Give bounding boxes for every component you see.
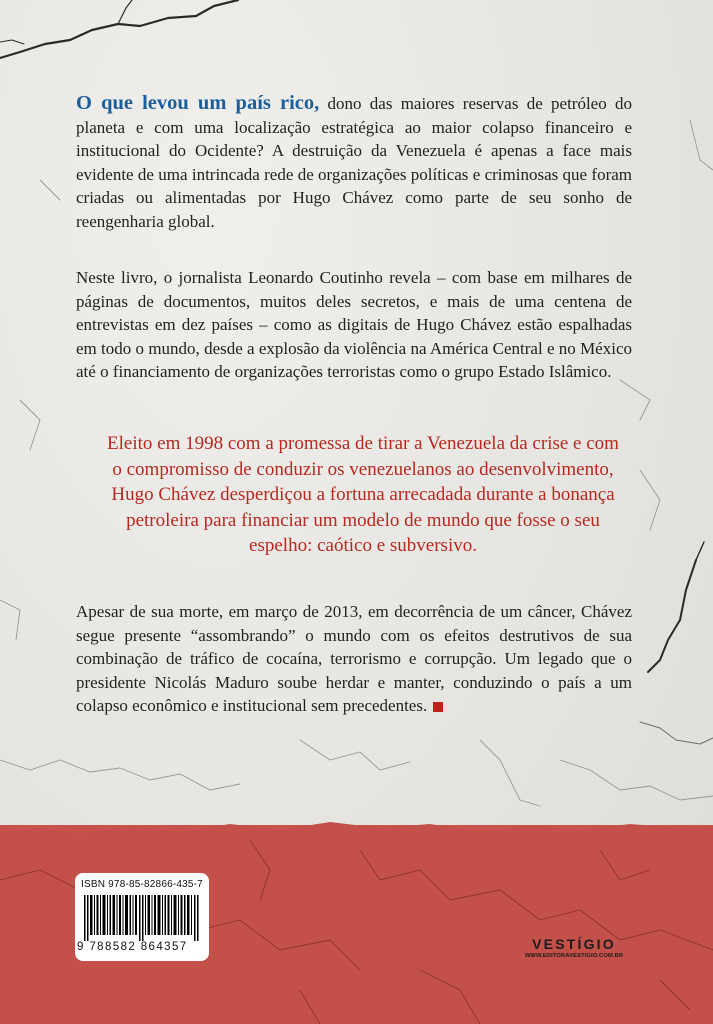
- intro-lead: O que levou um país rico,: [76, 92, 320, 114]
- publisher-name: VESTÍGIO: [532, 936, 616, 952]
- publisher-logo: [518, 936, 630, 959]
- isbn-label: ISBN 978-85-82866-435-7: [81, 879, 203, 890]
- barcode-bars: [84, 895, 200, 941]
- intro-text: dono das maiores reservas de petróleo do planeta e com uma localização estratégica ao maior colapso financeiro e institucional do Ocidente? A destruição da Venezuela é apenas a face mais evidente de uma intrincada rede de organizações políticas e criminosas que foram criadas ou alimentadas por Hugo Chávez como parte de seu sonho de reengenharia global.: [76, 94, 632, 231]
- closing-paragraph: [76, 600, 632, 718]
- end-mark-square: [433, 702, 443, 712]
- isbn-barcode-box: [75, 873, 209, 961]
- highlight-quote: Eleito em 1998 com a promessa de tirar a Venezuela da crise e com o compromisso de conduzir os venezuelanos ao desenvolvimento, Hugo Chávez desperdiçou a fortuna arrecadada durante a bonança petroleira para financiar um modelo de mundo que fosse o seu espelho: caótico e subversivo.: [107, 433, 619, 556]
- closing-text: Apesar de sua morte, em março de 2013, em decorrência de um câncer, Chávez segue presente “assombrando” o mundo com os efeitos destrutivos de sua combinação de tráfico de cocaína, terrorismo e corrupção. Um legado que o presidente Nicolás Maduro soube herdar e manter, conduzindo o país a um colapso econômico e institucional sem precedentes.: [76, 602, 632, 716]
- barcode-digits: 9 788582 864357: [77, 941, 188, 953]
- publisher-url: WWW.EDITORAVESTIGIO.COM.BR: [524, 953, 624, 959]
- book-summary-paragraph: Neste livro, o jornalista Leonardo Coutinho revela – com base em milhares de páginas de documentos, muitos deles secretos, e mais de uma centena de entrevistas em dez países – como as digitais de Hugo Chávez estão espalhadas em todo o mundo, desde a explosão da violência na América Central e no México até o financiamento de organizações terroristas como o grupo Estado Islâmico.: [76, 268, 632, 382]
- intro-paragraph: [76, 92, 632, 234]
